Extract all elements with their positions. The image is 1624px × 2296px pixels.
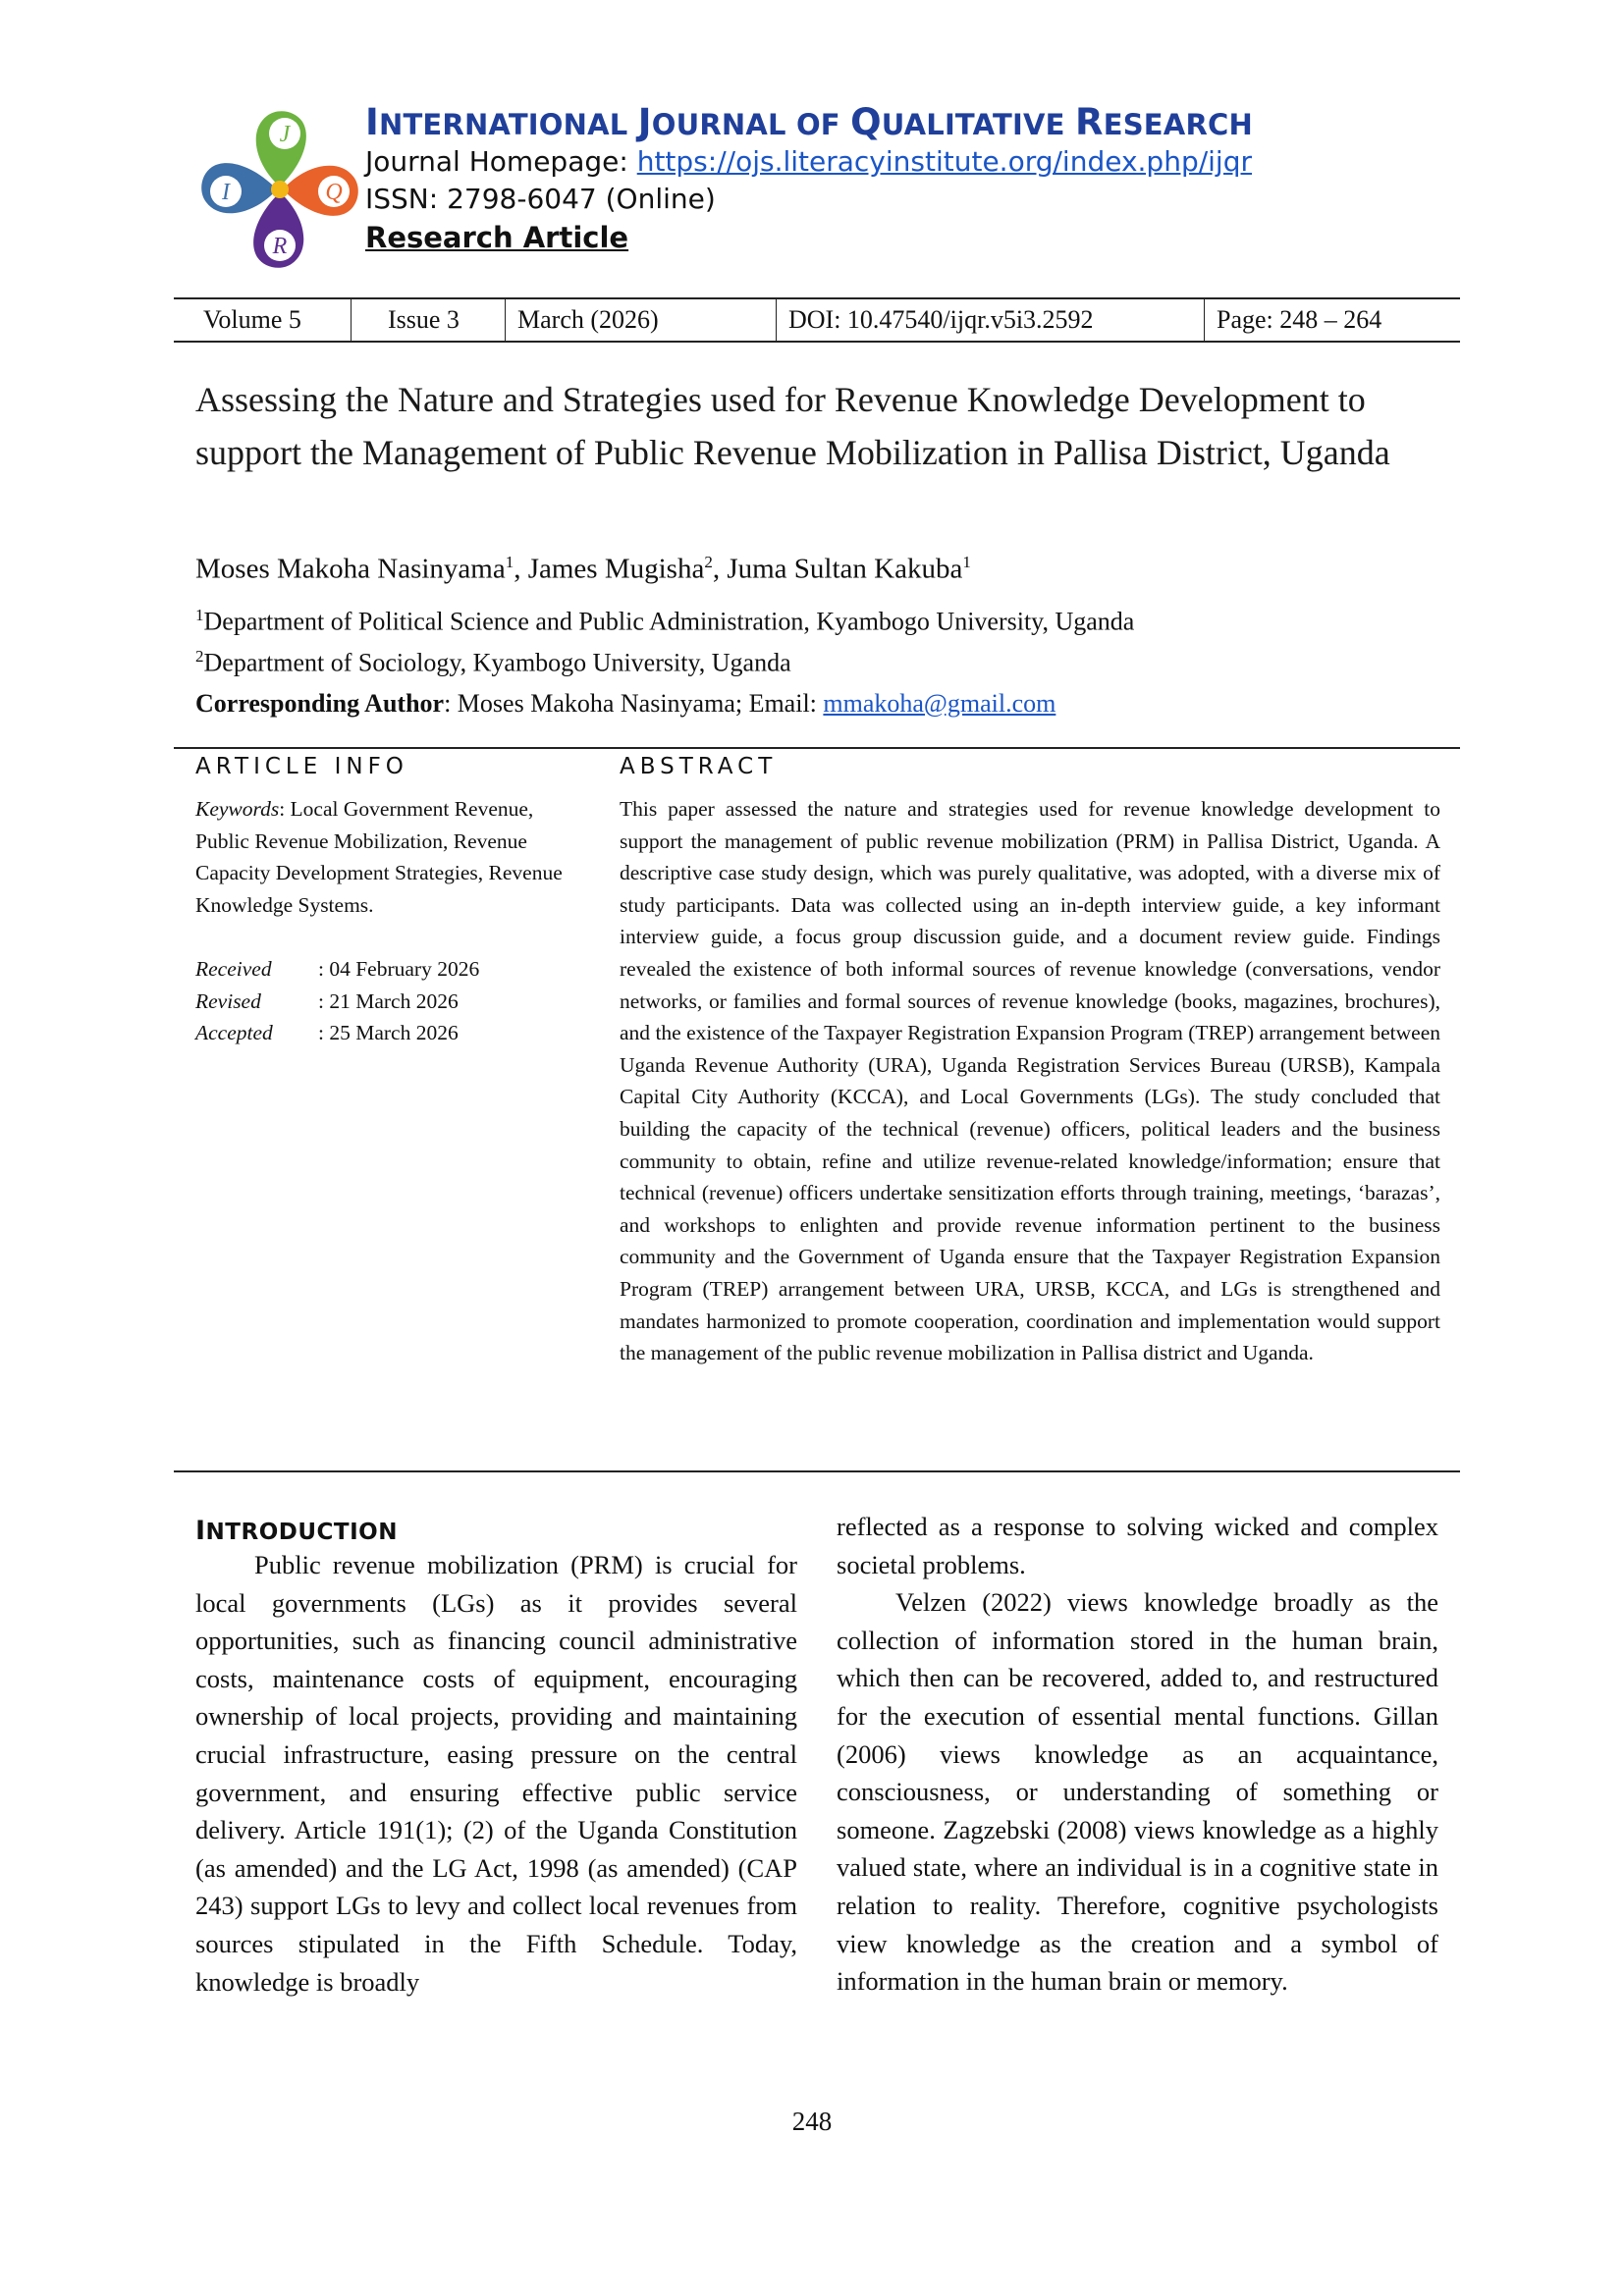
journal-homepage: Journal Homepage: https://ojs.literacyinstitute.org/index.php/ijqr (365, 145, 1252, 178)
abstract-text: This paper assessed the nature and strategies used for revenue knowledge development to support the management of public revenue mobilization (PRM) in Pallisa District, Uganda. A descriptive case study design, which was purely qualitative, was adopted, with a diverse mix of study participants. Data was collected using an in-depth interview guide, a key informant interview guide, a focus group discussion guide, and a document review guide. Findings revealed the existence of both informal sources of revenue knowledge (conversations, vendor networks, or families and formal sources of revenue knowledge (books, magazines, brochures), and the existence of the Taxpayer Registration Expansion Program (TREP) arrangement between Uganda Revenue Authority (URA), Uganda Registration Services Bureau (URSB), Kampala Capital City Authority (KCCA), and Local Governments (LGs). The study concluded that building the capacity of the technical (revenue) officers, political leaders and the business community to obtain, refine and utilize revenue-related knowledge/information; ensure that technical (revenue) officers undertake sensitization efforts through training, meetings, ‘barazas’, and workshops to enlighten and provide revenue information pertinent to the business community and the Government of Uganda ensure that the Taxpayer Registration Expansion Program (TREP) arrangement between URA, URSB, KCCA, and LGs is strengthened and mandates harmonized to promote cooperation, coordination and implementation would support the management of the public revenue mobilization in Pallisa district and Uganda. (620, 797, 1440, 1365)
article-dates (195, 953, 588, 1049)
abstract-heading: ABSTRACT (620, 754, 778, 779)
svg-text:I: I (222, 180, 230, 205)
svg-text:J: J (279, 122, 291, 147)
corresponding-author: Corresponding Author: Moses Makoha Nasinyama; Email: mmakoha@gmail.com (195, 689, 1056, 718)
introduction-heading: INTRODUCTION (195, 1516, 398, 1546)
body-right-column (837, 1508, 1438, 2001)
divider-top (174, 747, 1460, 749)
date-revised: Revised : 21 March 2026 (195, 988, 459, 1013)
svg-text:R: R (272, 234, 288, 259)
author-name: Moses Makoha Nasinyama (195, 553, 506, 585)
journal-title: INTERNATIONAL JOURNAL OF QUALITATIVE RESEARCH (365, 101, 1253, 143)
date-accepted: Accepted : 25 March 2026 (195, 1021, 459, 1044)
affiliation-2: $^2$Department of Sociology, Kyambogo University, Uganda (195, 647, 791, 677)
keywords: Keywords: Local Government Revenue, Public Revenue Mobilization, Revenue Capacity Development Strategies, Revenue Knowledge Systems. (195, 797, 563, 917)
author-list: Moses Makoha Nasinyama$^1$, James Mugisha$^2$, Juma Sultan Kakuba$^1$ (195, 553, 971, 585)
paper-title: Assessing the Nature and Strategies used for Revenue Knowledge Development to support the Management of Public Revenue Mobilization in Pallisa District, Uganda (195, 380, 1390, 472)
logo-petal-right (283, 166, 358, 216)
issue-cell: Issue 3 (352, 299, 506, 341)
doi-cell: DOI: 10.47540/ijqr.v5i3.2592 (777, 299, 1205, 341)
logo-center (271, 181, 289, 198)
logo-petal-left (201, 163, 277, 213)
volume-bar (174, 297, 1460, 343)
journal-issn: ISSN: 2798-6047 (Online) (365, 183, 716, 215)
body-left-column (195, 1546, 797, 2001)
journal-logo (187, 96, 373, 283)
author-name: Juma Sultan Kakuba (727, 553, 963, 585)
journal-homepage-link[interactable]: https://ojs.literacyinstitute.org/index.php/ijqr (636, 145, 1252, 178)
pages-cell: Page: 248 – 264 (1217, 305, 1382, 334)
author-name: James Mugisha (527, 553, 705, 585)
affiliation-1: $^1$Department of Political Science and Public Administration, Kyambogo University, Uganda (195, 606, 1135, 636)
page-number: 248 (791, 2107, 833, 2136)
date-cell: March (2026) (506, 299, 777, 341)
article-info-heading: ARTICLE INFO (195, 754, 408, 779)
logo-petal-top (256, 111, 306, 187)
svg-text:Q: Q (325, 180, 343, 205)
paragraph: reflected as a response to solving wicked and complex societal problems. (837, 1512, 1438, 1579)
journal-header (365, 101, 1253, 257)
article-info (195, 793, 588, 1049)
date-received: Received : 04 February 2026 (195, 957, 480, 981)
corresponding-email-link[interactable]: mmakoha@gmail.com (823, 689, 1056, 718)
volume-cell: Volume 5 (174, 299, 352, 341)
logo-petal-bottom (253, 192, 303, 268)
paragraph: Velzen (2022) views knowledge broadly as the collection of information stored in the human brain, which then can be recovered, added to, and restructured for the execution of essential mental functions. Gillan (2006) views knowledge as an acquaintance, consciousness, or understanding of something or someone. Zagzebski (2008) views knowledge as a highly valued state, where an individual is in a cognitive state in relation to reality. Therefore, cognitive psychologists view knowledge as the creation and a symbol of information in the human brain or memory. (837, 1587, 1438, 1997)
article-type: Research Article (365, 221, 629, 254)
divider-bottom (174, 1470, 1460, 1472)
paragraph: Public revenue mobilization (PRM) is crucial for local governments (LGs) as it provides several opportunities, such as financing council administrative costs, maintenance costs of equipment, encouraging ownership of local projects, providing and maintaining crucial infrastructure, easing pressure on the central government, and ensuring effective public service delivery. Article 191(1); (2) of the Uganda Constitution (as amended) and the LG Act, 1998 (as amended) (CAP 243) support LGs to levy and collect local revenues from sources stipulated in the Fifth Schedule. Today, knowledge is broadly (195, 1550, 797, 1997)
